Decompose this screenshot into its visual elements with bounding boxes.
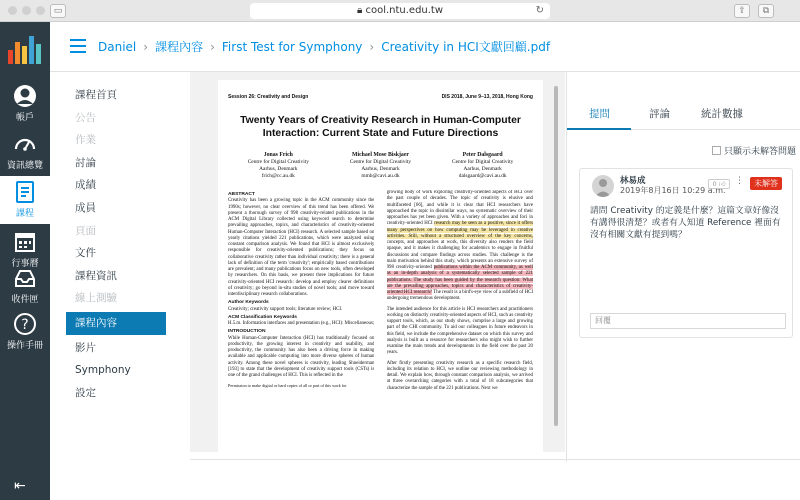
pdf-author-email: mmb@cavi.au.dk (361, 173, 400, 179)
breadcrumb-separator-icon: › (369, 40, 375, 54)
breadcrumb-user[interactable]: Daniel (98, 40, 137, 54)
breadcrumb-module[interactable]: First Test for Symphony (221, 40, 363, 54)
comment-author: 林易成 (620, 176, 646, 186)
nav-courses[interactable] (0, 176, 50, 224)
inbox-icon (13, 266, 37, 290)
course-nav-quizzes[interactable]: 線上測驗 (75, 292, 117, 305)
course-nav-videos[interactable]: 影片 (75, 341, 96, 354)
avatar (592, 175, 614, 197)
comment-date: 2019年8月16日 10:29 a.m. (620, 186, 726, 195)
calendar-icon (13, 230, 37, 254)
browser-toolbar (0, 0, 800, 22)
question-card (579, 168, 793, 338)
account-icon (13, 84, 37, 108)
nav-help[interactable] (0, 308, 50, 354)
course-nav-home[interactable]: 課程首頁 (75, 89, 117, 101)
pdf-left-column (228, 190, 374, 452)
pdf-scrollbar[interactable] (553, 72, 559, 442)
course-nav-assignments[interactable]: 作業 (75, 134, 96, 147)
course-nav-symphony[interactable]: Symphony (75, 364, 131, 377)
lock-icon: 🔒︎ (356, 5, 366, 16)
breadcrumb-file[interactable]: Creativity in HCI文獻回顧.pdf (381, 40, 551, 54)
collapse-nav-icon[interactable]: ⇤ (14, 478, 26, 494)
window-close-icon[interactable] (8, 6, 17, 15)
pdf-viewer[interactable] (190, 72, 565, 452)
pdf-acm-heading: ACM Classification Keywords (228, 314, 298, 320)
pdf-highlight-red[interactable]: publications within the ACM community, as well as an in-depth analysis of a systematically selected sample of 221 publications. The study has been guided by the research question: What are the prevailing approaches, topics and characteristics of creativity-oriented HCI research? (386, 265, 533, 295)
course-navigation (66, 84, 166, 404)
nav-calendar-label: 行事曆 (11, 259, 39, 269)
like-button[interactable] (708, 179, 730, 189)
pdf-author-name: Michael Mose Biskjaer (351, 152, 409, 158)
breadcrumb-separator-icon: › (210, 40, 215, 54)
pdf-running-header (228, 94, 533, 100)
pdf-text: growing body of work exploring creativity-oriented aspects of HCI over the past couple of decades. The topic of creativity is elusive and multifaceted [66], and while it is clear that HCI researchers have approached the topic in dissimilar ways, no systematic overview of their approaches has yet been given. With a variety of approaches and foci in creativity-oriented HCI (386, 190, 533, 227)
pdf-author (330, 152, 431, 180)
pdf-keywords-heading: Author Keywords (228, 300, 269, 306)
pdf-paragraph (387, 190, 533, 303)
breadcrumb-separator-icon: › (143, 40, 149, 54)
nav-help-label: 操作手冊 (6, 341, 43, 351)
url-text: cool.ntu.edu.tw (365, 5, 444, 16)
help-icon (13, 312, 37, 336)
sidebar-toggle-icon[interactable]: ▭ (50, 4, 66, 18)
course-nav-announcements[interactable]: 公告 (75, 111, 96, 124)
pdf-author-name: Peter Dalsgaard (462, 152, 503, 158)
reply-input[interactable]: 回覆 (590, 313, 786, 329)
course-nav-modules[interactable]: 課程內容 (66, 312, 166, 335)
pdf-author-email: frich@cc.au.dk (261, 173, 295, 179)
pdf-intro: While Human-Computer Interaction (HCI) has traditionally focused on productivity, the growing interest in creativity and usability, and productivity, the community has also been a driving force in making available and applicable computing into more diverse spheres of human activity. Among these novel spheres is creativity, leading Shneiderman [193] to state that the development of creativity support tools (CSTs) is one of the grand challenges of HCI. This is reflected in the (228, 335, 375, 378)
global-navigation (0, 22, 50, 500)
discussion-panel (566, 72, 800, 462)
address-bar[interactable] (250, 3, 550, 19)
pdf-paragraph: After firstly presenting creativity research as a specific research field, including its relation to HCI, we outline our reviewing methodology in detail. We explain how, through constant comparison analysis, we arrived at three overarching categories with a total of 18 subcategories that characterize the sample of the 221 publications. Next we (386, 360, 533, 391)
pdf-session: Session 26: Creativity and Design (228, 94, 309, 100)
dashboard-icon (13, 132, 37, 156)
nav-account-label: 帳戶 (15, 113, 34, 123)
nav-dashboard[interactable] (0, 128, 50, 174)
pdf-highlight-yellow[interactable]: research may be seen as a positive, since it offers many perspectives on how computing may be leveraged in creative activities. Still, without a structured overview of the key concerns, (386, 221, 533, 239)
unanswered-filter-label: 只顯示未解答問題 (723, 147, 796, 157)
unanswered-filter[interactable] (712, 144, 796, 157)
like-count: 0 (712, 180, 717, 188)
pdf-abstract: Creativity has been a growing topic in the ACM community since the 1990s; however, no clear overview of this trend has been offered. We present a thorough survey of 998 creativity-related publications in the ACM Digital Library collected using keyword search to determine prevailing approaches, topics, and characteristics of creativity-oriented Human-Computer Interaction (HCI) research. A selected sample based on yearly citations yielded 221 publications, which were analyzed using constant comparison analysis. We found that HCI is almost exclusively responsible for creativity-oriented publications; they focus on collaborative creativity rather than individual creativity; there is a general lack of definition of the term 'creativity'; empirically based contributions are prevalent; and many publications focus on new tools, often developed by researchers. On this basis, we present three implications for future creativity-oriented HCI research: develop and employ clearer definitions of creativity; go beyond in-situ studies of novel tools; and move toward interdisciplinary research collaborations. (228, 198, 375, 297)
pdf-author-city: Aarhus, Denmark (361, 166, 400, 172)
pdf-intro-heading: INTRODUCTION (228, 329, 266, 335)
courses-icon (13, 180, 37, 204)
share-icon[interactable]: ⇪ (734, 4, 750, 18)
course-nav-settings[interactable]: 設定 (75, 386, 96, 399)
pdf-author (432, 152, 533, 180)
hamburger-menu-icon[interactable] (70, 39, 86, 53)
pdf-author-city: Aarhus, Denmark (463, 166, 502, 172)
ntu-cool-logo-icon[interactable] (6, 32, 44, 66)
nav-courses-label: 課程 (15, 209, 34, 219)
active-tab-indicator (567, 128, 631, 130)
pdf-author-name: Jonas Frich (263, 152, 293, 158)
pdf-text: The result is a bird's-eye view of a subfield of HCI undergoing tremendous development. (386, 290, 533, 302)
window-maximize-icon[interactable] (36, 6, 45, 15)
tab-comments[interactable]: 評論 (649, 108, 670, 120)
pdf-scrollbar-thumb[interactable] (554, 86, 558, 426)
svg-text:?: ? (21, 317, 29, 333)
pdf-acm: H.5.m. Information interfaces and presentation (e.g., HCI): Miscellaneous; (228, 321, 375, 326)
status-badge: 未解答 (750, 177, 782, 190)
comment-text: 請問 Creativity 的定義是什麼？這篇文章好像沒有講得很清楚？或者有人知道 Reference 裡面有沒有相關文獻有提到嗎？ (590, 206, 781, 240)
pdf-authors (228, 152, 533, 180)
page-header (50, 22, 800, 72)
pdf-page[interactable] (218, 80, 543, 452)
window-minimize-icon[interactable] (22, 6, 31, 15)
panel-tabs (567, 106, 800, 130)
breadcrumb-course-content[interactable]: 課程內容 (155, 40, 204, 54)
pdf-footnote: Permission to make digital or hard copies of all or part of this work for (228, 383, 347, 389)
nav-account[interactable] (0, 80, 50, 126)
pdf-author-org: Centre for Digital Creativity (349, 159, 412, 165)
breadcrumb (98, 38, 550, 55)
pdf-conference: DIS 2018, June 9–13, 2018, Hong Kong (441, 94, 533, 100)
pdf-body (228, 190, 533, 452)
pdf-title: Twenty Years of Creativity Research in Human-Computer Interaction: Current State and Future Directions (240, 115, 521, 139)
course-nav-people[interactable]: 成員 (75, 201, 96, 214)
thumbs-up-icon: 👍︎ (718, 180, 726, 188)
course-nav-pages[interactable]: 頁面 (75, 224, 96, 237)
pdf-author-org: Centre for Digital Creativity (452, 159, 514, 165)
tabs-overview-icon[interactable]: ⧉ (758, 4, 774, 18)
nav-inbox-label: 收件匣 (11, 295, 39, 305)
unanswered-checkbox[interactable] (712, 146, 721, 155)
pdf-author-email: dalsgaard@cavi.au.dk (458, 173, 507, 179)
nav-inbox[interactable] (0, 262, 50, 308)
course-nav-discussions[interactable]: 討論 (75, 156, 96, 169)
pdf-author-city: Aarhus, Denmark (259, 166, 298, 172)
pdf-author-org: Centre for Digital Creativity (247, 159, 309, 165)
pdf-paragraph: The intended audience for this article is HCI researchers and practitioners working on distinctly creativity-oriented aspects of HCI, such as creativity support tools, which, as our study shows, comprise a large and growing part of the CHI community. To aid our colleagues in future endeavors in this field, we include the comprehensive dataset on which this survey and analysis is built as a resource for researchers who might wish to further examine the main trends and developments in the field over the past 20 years. (386, 306, 533, 356)
reload-icon[interactable]: ↻ (535, 5, 544, 16)
tab-statistics[interactable]: 統計數據 (701, 108, 743, 120)
course-nav-files[interactable]: 文件 (75, 247, 96, 260)
user-silhouette-icon (592, 175, 614, 197)
course-nav-syllabus[interactable]: 課程資訊 (75, 269, 117, 282)
course-nav-grades[interactable]: 成績 (75, 179, 96, 192)
pdf-abstract-heading: ABSTRACT (228, 192, 255, 197)
pdf-keywords: Creativity; creativity support tools; literature review; HCI. (228, 306, 343, 312)
pdf-author (228, 152, 329, 180)
pdf-text: concepts, and approaches at work, this diversity also renders the field opaque, and it makes it challenging for academics to engage in fruitful discussions and compare findings across studies. This challenge is the main motivation behind this study, which presents an extensive survey of 998 creativity-oriented (386, 240, 533, 270)
nav-dashboard-label: 資訊總覽 (6, 161, 43, 171)
more-options-icon[interactable]: ⋮ (735, 176, 744, 186)
pdf-right-column (387, 190, 533, 452)
tab-questions[interactable]: 提問 (589, 108, 610, 120)
